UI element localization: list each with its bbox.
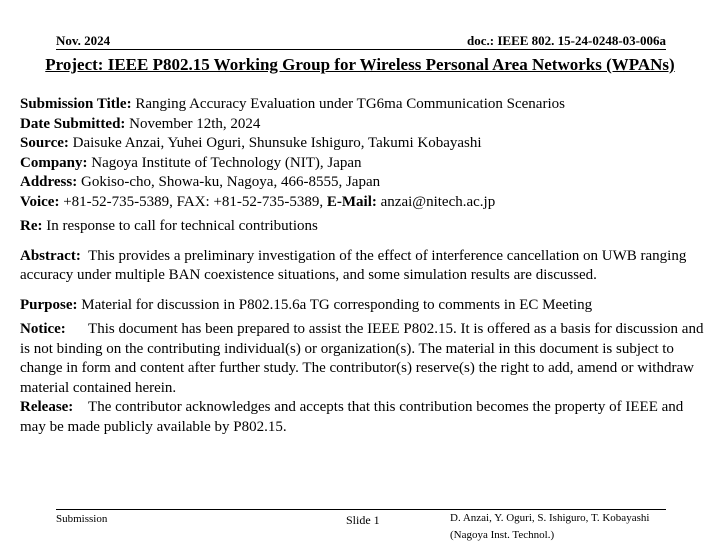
footer-submission: Submission [56,513,108,525]
notice-label: Notice: [20,321,66,337]
address-label: Address: [20,174,78,190]
purpose-value: Material for discussion in P802.15.6a TG corresponding to comments in EC Meeting [81,296,593,313]
source-row [20,134,710,154]
notice-text: This document has been prepared to assist the IEEE P802.15. It is offered as a basis for discussion and is not binding on the contributing individual(s) or organization(s). The material in this document is subject to change in form and content after further study. The contributor(s) reserve(s) the right to add, amend or withdraw material contained herein. [20,321,704,396]
source-value: Daisuke Anzai, Yuhei Oguri, Shunsuke Ishiguro, Takumi Kobayashi [72,135,482,151]
footer-authors-affiliation: (Nagoya Inst. Technol.) [450,529,555,541]
abstract-paragraph [20,247,710,286]
footer-authors [450,510,649,544]
header-date: Nov. 2024 [56,33,111,48]
re-label: Re: [20,218,43,234]
voice-label: Voice: [20,193,60,210]
date-value: November 12th, 2024 [129,115,261,132]
address-value: Gokiso-cho, Showa-ku, Nagoya, 466-8555, Japan [80,174,381,190]
company-label: Company: [20,154,88,171]
abstract-text: This provides a preliminary investigation of the effect of interference cancellation on UWB ranging accuracy under multiple BAN coexistence situations, and some simulation results are discussed. [20,247,687,283]
email-label: E-Mail: [326,193,377,210]
project-title: Project: IEEE P802.15 Working Group for Wireless Personal Area Networks (WPANs) [45,55,675,74]
abstract-label: Abstract: [20,247,81,264]
release-text: The contributor acknowledges and accepts that this contribution becomes the property of IEEE and may be made publicly available by P802.15. [20,399,684,435]
release-paragraph [20,398,710,437]
footer-authors-names: D. Anzai, Y. Oguri, S. Ishiguro, T. Kobayashi [450,512,650,524]
footer-slide-number: Slide 1 [346,513,380,527]
address-row [20,173,710,193]
submission-title-value: Ranging Accuracy Evaluation under TG6ma Communication Scenarios [135,96,565,112]
re-row [20,217,710,237]
voice-row [20,193,710,213]
date-row [20,115,710,135]
notice-paragraph [20,320,710,398]
date-label: Date Submitted: [20,115,126,132]
document-body [20,95,710,437]
voice-value: +81-52-735-5389, FAX: +81-52-735-5389, [63,193,324,210]
purpose-label: Purpose: [20,296,78,313]
re-value: In response to call for technical contributions [46,218,318,234]
header-divider [56,49,666,50]
submission-title-row [20,95,710,115]
company-row [20,154,710,174]
email-value[interactable]: anzai@nitech.ac.jp [380,193,496,210]
submission-title-label: Submission Title: [20,96,132,112]
header-doc-id: doc.: IEEE 802. 15-24-0248-03-006a [467,33,666,48]
source-label: Source: [20,135,69,151]
release-label: Release: [20,399,74,415]
company-value: Nagoya Institute of Technology (NIT), Japan [91,154,362,171]
purpose-row [20,296,710,316]
